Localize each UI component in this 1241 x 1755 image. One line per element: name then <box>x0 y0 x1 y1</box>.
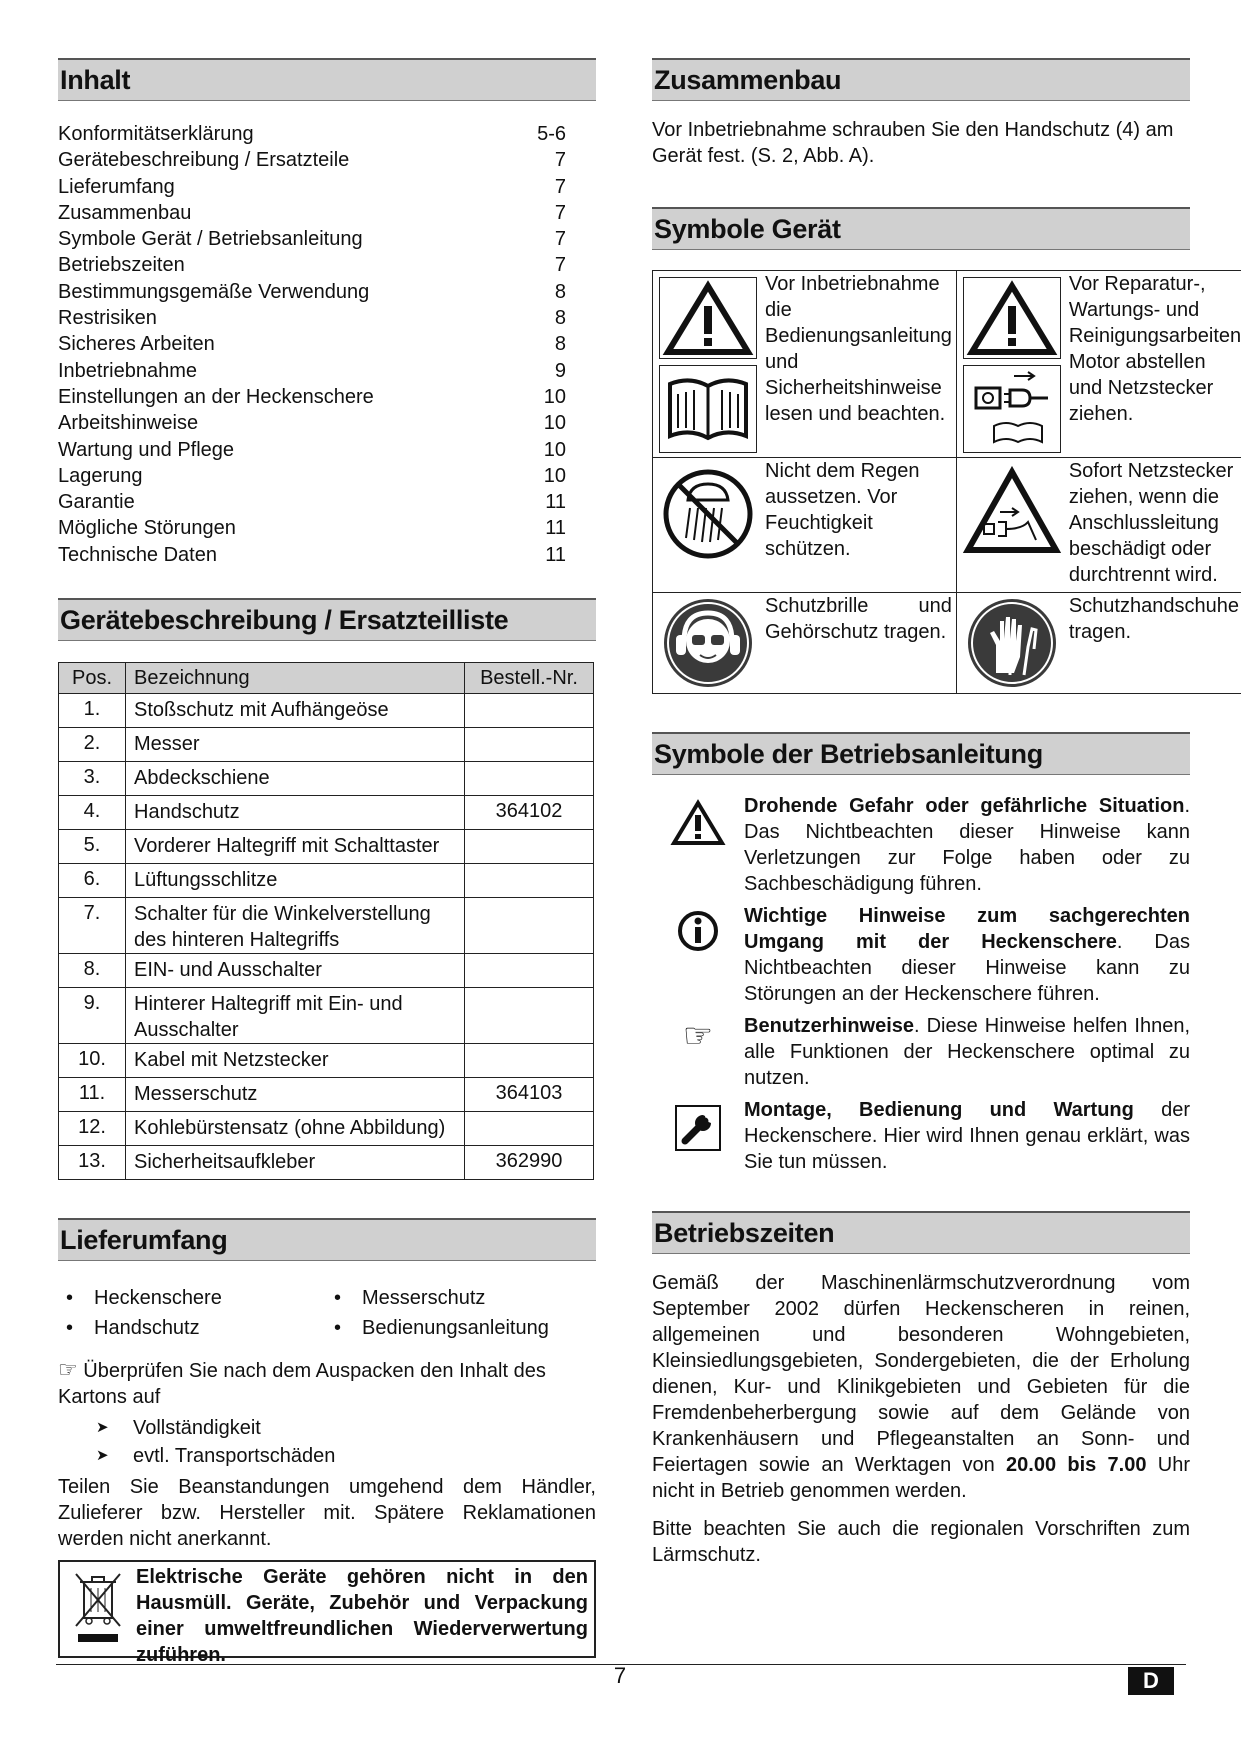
manual-symbols-list <box>652 793 1190 1175</box>
parts-heading: Gerätebeschreibung / Ersatzteilliste <box>58 598 596 641</box>
toc-entry <box>58 121 566 147</box>
toc-label: Arbeitshinweise <box>58 412 199 435</box>
toc-entry <box>58 437 566 463</box>
toc-page: 11 <box>545 491 566 514</box>
toc-page: 11 <box>545 517 566 540</box>
cell-pos: 3. <box>59 762 126 796</box>
cell-desc: Sicherheitsaufkleber <box>126 1146 465 1180</box>
toc-label: Inbetriebnahme <box>58 359 197 382</box>
toc-entry <box>58 252 566 278</box>
toc-entry <box>58 147 566 173</box>
toc-label: Technische Daten <box>58 543 217 566</box>
cell-nr <box>465 830 594 864</box>
list-item: • Bedienungsanleitung <box>326 1313 594 1343</box>
warning-triangle-icon <box>963 277 1061 359</box>
toc-page: 10 <box>543 412 566 435</box>
betriebszeiten-text-part: Gemäß der Maschinenlärmschutzverordnung vom September 2002 dürfen Heckenscheren in reinen, allgemeinen und besonderen Wohngebieten, Kleinsiedlungsgebieten, Sondergebieten, die der Erholung dienen, Kur- und Klinikgebieten und Gebieten für die Fremdenbeherbergung sowie auf dem Gelände von Krankenhäusern und Pflegeanstalten an Sonn- und Feiertagen sowie an Werktagen von <box>652 1272 1190 1476</box>
language-badge: D <box>1128 1667 1174 1695</box>
toc-page: 8 <box>554 307 566 330</box>
toc-label: Betriebszeiten <box>58 254 185 277</box>
toc-page: 10 <box>543 385 566 408</box>
list-item: ➤ evtl. Transportschäden <box>58 1442 596 1470</box>
cell-nr <box>465 898 594 954</box>
betriebszeiten-text-part: Uhr nicht in Betrieb genommen werden. <box>652 1454 1190 1502</box>
toc-entry <box>58 200 566 226</box>
toc-label: Symbole Gerät / Betriebsanleitung <box>58 228 363 251</box>
manual-symbol-info <box>652 903 1190 1007</box>
no-rain-icon <box>660 466 756 562</box>
cell-nr <box>465 1112 594 1146</box>
cell-desc: EIN- und Ausschalter <box>126 954 465 988</box>
cell-pos: 13. <box>59 1146 126 1180</box>
manual-symbol-tip <box>652 1013 1190 1091</box>
cell-desc: Schalter für die Winkelverstellung des hinteren Haltegriffs <box>126 898 465 954</box>
manual-symbol-danger <box>652 793 1190 897</box>
toc-entry <box>58 489 566 515</box>
cell-desc: Kabel mit Netzstecker <box>126 1044 465 1078</box>
right-column <box>652 58 1241 1568</box>
symbole-geraet-heading: Symbole Gerät <box>652 207 1190 250</box>
toc-label: Restrisiken <box>58 307 157 330</box>
table-row <box>59 762 594 796</box>
pointing-hand-icon: ☞ <box>58 1357 78 1383</box>
manual-symbol-desc: der Heckenschere. Hier wird Ihnen genau erklärt, was Sie tun müssen. <box>744 1099 1190 1173</box>
toc-page: 8 <box>554 280 566 303</box>
table-row <box>59 1044 594 1078</box>
betriebszeiten-text <box>652 1270 1190 1504</box>
manual-symbol-wrench <box>652 1097 1190 1175</box>
zusammenbau-heading: Zusammenbau <box>652 58 1190 101</box>
cell-pos: 2. <box>59 728 126 762</box>
toc-entry <box>58 331 566 357</box>
device-symbols-table <box>652 270 1241 694</box>
check-paragraph <box>58 1357 596 1410</box>
toc-page: 9 <box>554 359 566 382</box>
info-icon <box>676 909 720 953</box>
toc-entry <box>58 226 566 252</box>
toc-label: Einstellungen an der Heckenschere <box>58 385 374 408</box>
cell-desc: Hinterer Haltegriff mit Ein- und Ausschalter <box>126 988 465 1044</box>
symbol-text-no-rain: Nicht dem Regen aussetzen. Vor Feuchtigkeit schützen. <box>765 460 920 560</box>
table-row <box>59 694 594 728</box>
delivery-list <box>58 1283 596 1343</box>
toc-entry <box>58 515 566 541</box>
table-row <box>59 830 594 864</box>
toc-page: 10 <box>543 438 566 461</box>
cell-desc: Lüftungsschlitze <box>126 864 465 898</box>
toc-entry <box>58 174 566 200</box>
protective-gloves-icon <box>966 597 1058 689</box>
toc-entry <box>58 410 566 436</box>
toc-page: 11 <box>545 543 566 566</box>
zusammenbau-text: Vor Inbetriebnahme schrauben Sie den Handschutz (4) am Gerät fest. (S. 2, Abb. A). <box>652 119 1174 167</box>
cell-nr <box>465 864 594 898</box>
toc-label: Garantie <box>58 491 135 514</box>
cell-nr <box>465 988 594 1044</box>
cell-pos: 12. <box>59 1112 126 1146</box>
toc-entry <box>58 305 566 331</box>
symbol-text-goggles-ear: Schutzbrille und Gehörschutz tragen. <box>765 595 952 643</box>
complaint-text: Teilen Sie Beanstandungen umgehend dem Händler, Zulieferer bzw. Hersteller mit. Spätere Reklamationen werden nicht anerkannt. <box>58 1476 596 1551</box>
cell-desc: Kohlebürstensatz (ohne Abbildung) <box>126 1112 465 1146</box>
parts-table <box>58 662 594 1180</box>
toc-label: Lagerung <box>58 464 143 487</box>
col-header-pos: Pos. <box>59 663 126 694</box>
cell-pos: 9. <box>59 988 126 1044</box>
toc-label: Sicheres Arbeiten <box>58 333 215 356</box>
toc-page: 8 <box>554 333 566 356</box>
toc-page: 5-6 <box>537 123 566 145</box>
lieferumfang-heading: Lieferumfang <box>58 1218 596 1261</box>
crossed-bin-icon <box>60 1562 136 1656</box>
parts-table-header <box>59 663 594 694</box>
cell-desc: Handschutz <box>126 796 465 830</box>
toc-entry <box>58 463 566 489</box>
table-row <box>59 864 594 898</box>
manual-symbol-desc: . Diese Hinweise helfen Ihnen, alle Funktionen der Heckenschere optimal zu nutzen. <box>744 1015 1190 1089</box>
list-item: • Handschutz <box>58 1313 326 1343</box>
toc-page: 7 <box>554 254 566 277</box>
cell-pos: 8. <box>59 954 126 988</box>
manual-symbol-bold: Wichtige Hinweise zum sachgerechten Umgang mit der Heckenschere <box>744 905 1190 953</box>
toc-label: Konformitätserklärung <box>58 123 254 145</box>
list-item: ➤ Vollständigkeit <box>58 1414 596 1442</box>
manual-symbol-bold: Drohende Gefahr oder gefährliche Situation <box>744 795 1185 817</box>
manual-symbol-bold: Montage, Bedienung und Wartung <box>744 1099 1134 1121</box>
pointing-hand-icon: ☞ <box>682 1017 714 1055</box>
cell-desc: Vorderer Haltegriff mit Schalttaster <box>126 830 465 864</box>
damaged-cable-warning-icon <box>962 466 1062 556</box>
disposal-text: Elektrische Geräte gehören nicht in den Hausmüll. Geräte, Zubehör und Verpackung einer umweltfreundlichen Wiederverwertung zuführen. <box>136 1566 588 1667</box>
table-row <box>59 1146 594 1180</box>
disposal-notice <box>58 1560 596 1667</box>
toc-label: Bestimmungsgemäße Verwendung <box>58 280 370 303</box>
col-header-desc: Bezeichnung <box>126 663 465 694</box>
cell-pos: 1. <box>59 694 126 728</box>
toc-page: 7 <box>554 228 566 251</box>
symbol-cell-damaged-cable <box>957 458 1241 588</box>
check-list <box>58 1414 596 1470</box>
symbol-cell-goggles-ear <box>653 593 956 689</box>
page-number: 7 <box>613 1663 627 1688</box>
symbol-text-read-manual: Vor Inbetriebnahme die Bedienungsanleitung und Sicherheitshinweise lesen und beachten. <box>765 273 952 425</box>
symbol-text-gloves: Schutzhandschuhe tragen. <box>1068 595 1239 643</box>
cell-pos: 4. <box>59 796 126 830</box>
table-row <box>59 796 594 830</box>
cell-desc: Stoßschutz mit Aufhängeöse <box>126 694 465 728</box>
table-row <box>59 898 594 954</box>
cell-desc: Abdeckschiene <box>126 762 465 796</box>
cell-pos: 7. <box>59 898 126 954</box>
safety-goggles-ear-protection-icon <box>662 597 754 689</box>
symbol-cell-no-rain <box>653 458 956 562</box>
toc-label: Wartung und Pflege <box>58 438 235 461</box>
cell-pos: 6. <box>59 864 126 898</box>
cell-nr <box>465 694 594 728</box>
table-row <box>59 1078 594 1112</box>
table-row <box>59 728 594 762</box>
cell-desc: Messerschutz <box>126 1078 465 1112</box>
warning-triangle-icon <box>659 277 757 359</box>
toc-entry <box>58 384 566 410</box>
list-item: • Messerschutz <box>326 1283 594 1313</box>
unplug-icon <box>963 365 1061 453</box>
toc-entry <box>58 542 566 568</box>
toc-page: 7 <box>554 201 566 224</box>
cell-nr: 364102 <box>465 796 594 830</box>
cell-pos: 5. <box>59 830 126 864</box>
quiet-hours: 20.00 bis 7.00 <box>1006 1454 1147 1476</box>
toc-page: 10 <box>543 464 566 487</box>
cell-nr <box>465 954 594 988</box>
inhalt-heading: Inhalt <box>58 58 596 101</box>
cell-nr: 362990 <box>465 1146 594 1180</box>
wrench-icon <box>673 1103 723 1153</box>
list-item: • Heckenschere <box>58 1283 326 1313</box>
manual-symbol-bold: Benutzerhinweise <box>744 1015 915 1037</box>
symbol-cell-unplug <box>957 271 1241 453</box>
toc-label: Zusammenbau <box>58 201 192 224</box>
table-row <box>59 988 594 1044</box>
cell-nr <box>465 728 594 762</box>
symbol-text-unplug: Vor Reparatur-, Wartungs- und Reinigungsarbeiten Motor abstellen und Netzstecker ziehen. <box>1068 273 1241 425</box>
toc-label: Gerätebeschreibung / Ersatzteile <box>58 149 350 172</box>
table-of-contents <box>58 121 596 568</box>
check-text: Überprüfen Sie nach dem Auspacken den Inhalt des Kartons auf <box>58 1360 546 1409</box>
toc-entry <box>58 279 566 305</box>
cell-pos: 11. <box>59 1078 126 1112</box>
betriebszeiten-heading: Betriebszeiten <box>652 1211 1190 1254</box>
left-column <box>58 58 596 1667</box>
symbole-anleitung-heading: Symbole der Betriebsanleitung <box>652 732 1190 775</box>
cell-nr: 364103 <box>465 1078 594 1112</box>
cell-nr <box>465 1044 594 1078</box>
cell-desc: Messer <box>126 728 465 762</box>
toc-page: 7 <box>554 149 566 172</box>
toc-page: 7 <box>554 175 566 198</box>
book-icon <box>659 365 757 453</box>
manual-symbol-desc: . Das Nichtbeachten dieser Hinweise kann Verletzungen zur Folge haben oder zu Sachbeschädigung führen. <box>744 795 1190 895</box>
col-header-nr: Bestell.-Nr. <box>465 663 594 694</box>
toc-label: Mögliche Störungen <box>58 517 236 540</box>
cell-nr <box>465 762 594 796</box>
toc-label: Lieferumfang <box>58 175 175 198</box>
warning-triangle-icon <box>670 799 726 847</box>
table-row <box>59 954 594 988</box>
symbol-cell-gloves <box>957 593 1241 689</box>
betriebszeiten-text2: Bitte beachten Sie auch die regionalen Vorschriften zum Lärmschutz. <box>652 1518 1190 1566</box>
toc-entry <box>58 358 566 384</box>
manual-symbol-desc: . Das Nichtbeachten dieser Hinweise kann zu Störungen an der Heckenschere führen. <box>744 931 1190 1005</box>
symbol-cell-read-manual <box>653 271 956 453</box>
table-row <box>59 1112 594 1146</box>
symbol-text-damaged-cable: Sofort Netzstecker ziehen, wenn die Anschlussleitung beschädigt oder durchtrennt wird. <box>1068 460 1234 586</box>
cell-pos: 10. <box>59 1044 126 1078</box>
